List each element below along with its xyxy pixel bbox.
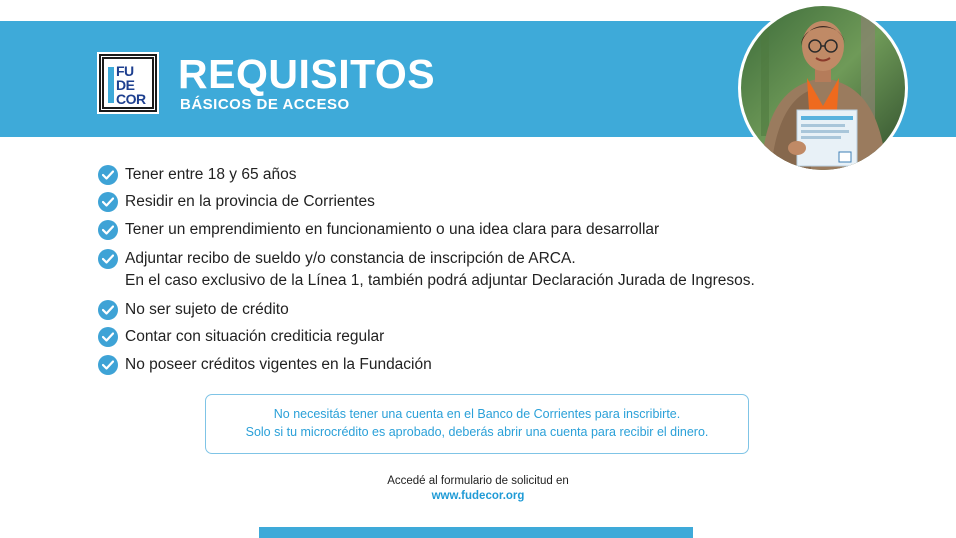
requirement-text: Tener un emprendimiento en funcionamiento o una idea clara para desarrollar [125,221,660,238]
bottom-accent-bar [259,527,693,538]
requirement-text-continued: En el caso exclusivo de la Línea 1, también podrá adjuntar Declaración Jurada de Ingresos. [125,272,755,289]
note-line-1: No necesitás tener una cuenta en el Banco de Corrientes para inscribirte. [273,407,681,421]
check-icon [98,192,118,212]
website-link[interactable]: www.fudecor.org [431,490,525,502]
requirement-text: No poseer créditos vigentes en la Fundación [125,356,432,373]
check-icon [98,165,118,185]
check-icon [98,355,118,375]
logo-line-2: DE [116,77,135,93]
requirement-text: Contar con situación crediticia regular [125,328,385,345]
requirement-text: Residir en la provincia de Corrientes [125,193,375,210]
requirement-text: Tener entre 18 y 65 años [125,166,297,183]
fudecor-logo [97,52,159,114]
bank-account-note [205,394,749,454]
note-line-2: Solo si tu microcrédito es aprobado, deberás abrir una cuenta para recibir el dinero. [245,425,709,439]
check-icon [98,300,118,320]
requirement-text: No ser sujeto de crédito [125,301,289,318]
page-title: REQUISITOS [178,51,436,97]
woman-portrait-photo [741,6,905,170]
logo-frame [102,57,154,109]
check-icon [98,220,118,240]
logo-accent-bar [108,67,114,103]
check-icon [98,327,118,347]
page-subtitle: BÁSICOS DE ACCESO [180,96,350,113]
logo-wordmark [116,64,146,106]
logo-line-1: FU [116,63,134,79]
requirement-text: Adjuntar recibo de sueldo y/o constancia de inscripción de ARCA. [125,250,576,267]
check-icon [98,249,118,269]
portrait-illustration [741,6,905,170]
form-access-prompt: Accedé al formulario de solicitud en [387,475,569,487]
logo-line-3: COR [116,91,146,107]
